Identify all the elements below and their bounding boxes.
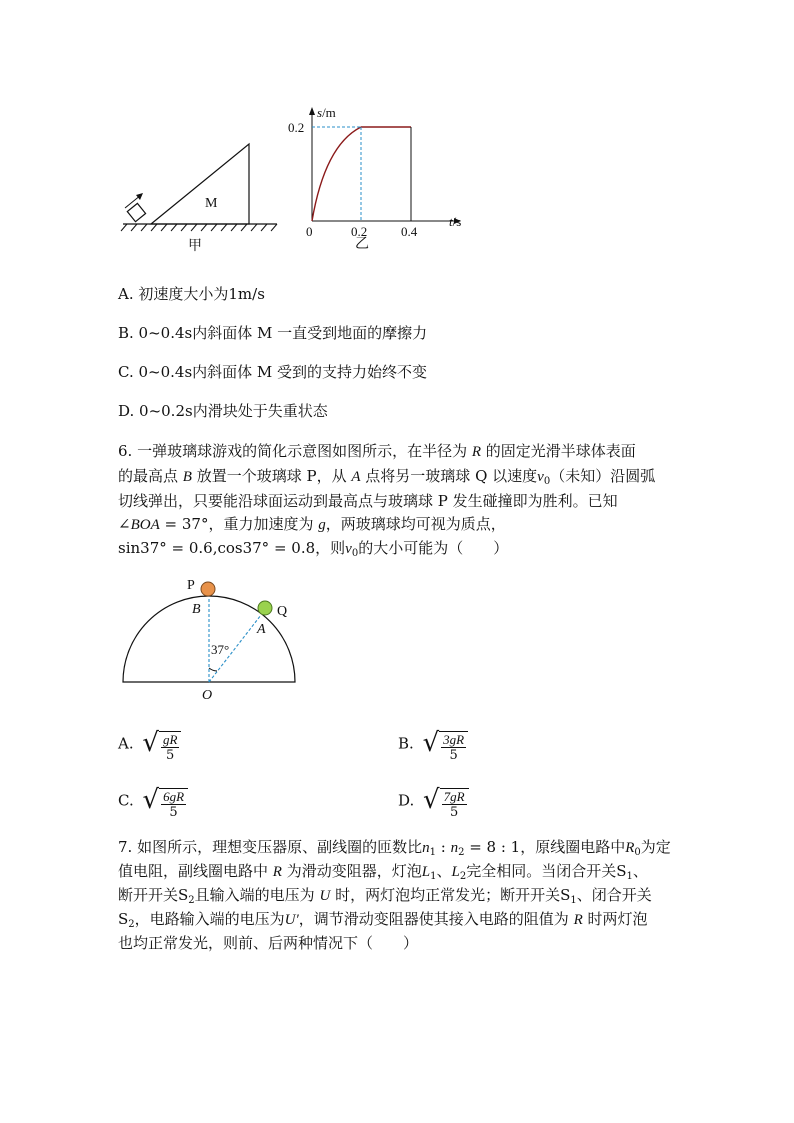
svg-text:t/s (449, 214, 461, 229)
x-axis-var: t (449, 214, 453, 229)
figure-hemisphere (115, 570, 305, 705)
q6-option-d: D. √ $\frac{7gR}{5}$ (398, 783, 469, 820)
x-tick-1: 0.2 (351, 224, 368, 239)
figure-jia (115, 130, 285, 260)
q5-option-c: C. 0~0.4s内斜面体 M 受到的支持力始终不变 (118, 363, 428, 381)
q6-line-5: sin37° = 0.6,cos37° = 0.8，则$v_0$的大小可能为（ ） (118, 539, 509, 559)
origin-label: 0 (306, 224, 313, 239)
label-a: A (257, 622, 266, 637)
label-b: B (192, 602, 201, 617)
q5-option-d: D. 0~0.2s内滑块处于失重状态 (118, 402, 328, 420)
ball-q (258, 601, 272, 615)
angle-label: 37° (211, 642, 230, 657)
y-axis-var: s (317, 105, 323, 120)
caption-yi: 乙 (355, 237, 369, 252)
q6-line-2: 的最高点 B 放置一个玻璃球 P，从 A 点将另一玻璃球 Q 以速度$v_0$（未知）沿圆弧 (118, 467, 656, 487)
q6-line-4: ∠BOA = 37°，重力加速度为 g，两玻璃球均可视为质点， (118, 515, 506, 533)
ball-p (201, 582, 215, 596)
q5-option-a: A. 初速度大小为1m/s (118, 285, 265, 303)
label-o: O (202, 688, 213, 703)
x-axis-unit: /s (452, 214, 462, 229)
s-t-curve (312, 127, 361, 221)
label-p: P (187, 578, 195, 593)
q7-line-4: $S_2$，电路输入端的电压为U′，调节滑动变阻器使其接入电路的阻值为 R 时两灯泡 (118, 910, 648, 930)
label-M: M (205, 196, 218, 211)
q7-line-5: 也均正常发光，则前、后两种情况下（ ） (118, 934, 419, 952)
svg-text:s/m (317, 105, 336, 120)
q6-option-a: A. √ $\frac{gR}{5}$ (118, 726, 181, 763)
y-axis-unit: /m (322, 105, 336, 120)
q5-option-b: B. 0~0.4s内斜面体 M 一直受到地面的摩擦力 (118, 324, 428, 342)
x-tick-2: 0.4 (401, 224, 418, 239)
q7-line-1: 7. 如图所示，理想变压器原、副线圈的匝数比$n_1$ : $n_2 = 8$ : 1，原线圈电路中$R_0$为定 (118, 838, 671, 858)
q7-line-3: 断开开关$S_2$且输入端的电压为 U 时，两灯泡均正常发光；断开开关$S_1$、闭合开关 (118, 886, 652, 906)
slider-block (127, 203, 145, 221)
q6-line-3: 切线弹出，只要能沿球面运动到最高点与玻璃球 P 发生碰撞即为胜利。已知 (118, 492, 618, 510)
y-tick: 0.2 (288, 120, 305, 135)
incline (151, 144, 249, 224)
q7-line-2: 值电阻，副线圈电路中 R 为滑动变阻器，灯泡$L_1$、$L_2$完全相同。当闭合开关$S_1$、 (118, 862, 648, 882)
q6-option-b: B. √ $\frac{3gR}{5}$ (398, 726, 468, 763)
label-q: Q (277, 604, 288, 619)
caption-jia: 甲 (188, 239, 202, 254)
figure-yi (285, 102, 475, 252)
q6-line-1: 6. 一弹玻璃球游戏的简化示意图如图所示，在半径为 R 的固定光滑半球体表面 (118, 442, 636, 460)
q6-option-c: C. √ $\frac{6gR}{5}$ (118, 783, 188, 820)
